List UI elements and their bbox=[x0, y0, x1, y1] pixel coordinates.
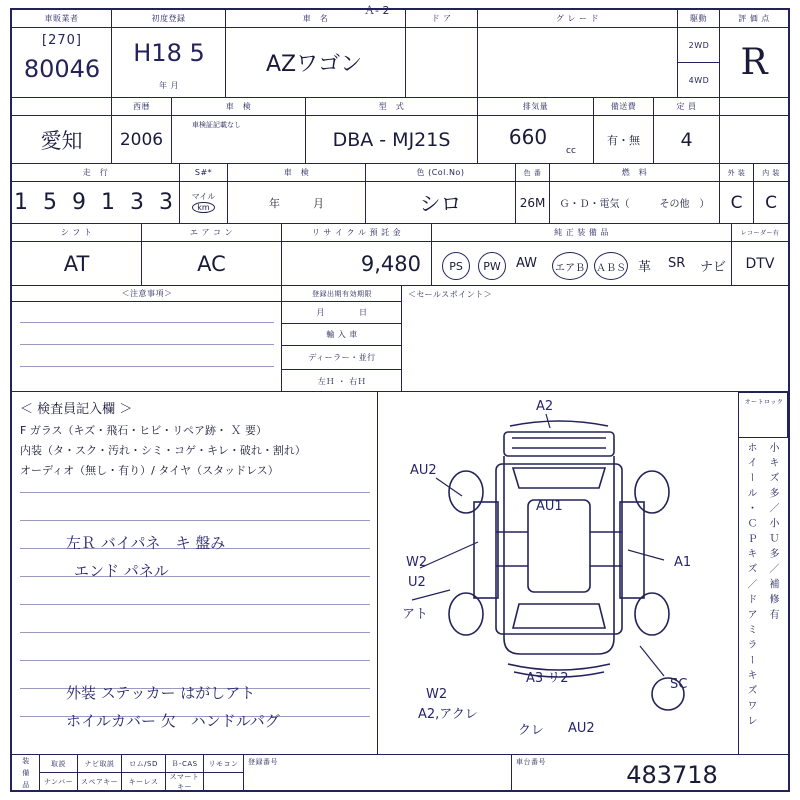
footer-item-toriatsu: 取説 bbox=[40, 755, 78, 773]
equipment-cell bbox=[432, 242, 732, 286]
equip-leather[interactable]: 革 bbox=[638, 260, 652, 275]
shaken-cell bbox=[228, 182, 366, 224]
interior-cell bbox=[754, 182, 788, 224]
footer-blank bbox=[204, 773, 244, 791]
shift-cell bbox=[12, 242, 142, 286]
first-reg-sub: 年 月 bbox=[158, 80, 180, 90]
aircon-value: AC bbox=[197, 251, 226, 276]
mark-kure: クレ bbox=[518, 723, 545, 738]
equip-abs[interactable]: ＡＢＳ bbox=[594, 252, 628, 280]
footer-vertical-label bbox=[12, 755, 40, 791]
inspection-cell bbox=[172, 116, 306, 164]
recycle-cell bbox=[282, 242, 432, 286]
row3-labels bbox=[12, 164, 788, 182]
footer-label-1: 装 bbox=[22, 757, 30, 765]
transfer-sub: 有・無 bbox=[607, 133, 640, 147]
capacity-cell bbox=[654, 116, 720, 164]
equip-ps[interactable]: PS bbox=[442, 252, 470, 280]
recorder-value: DTV bbox=[745, 255, 775, 272]
equip-pw[interactable]: PW bbox=[478, 252, 506, 280]
color-code-cell bbox=[516, 182, 550, 224]
drive-4wd: 4WD bbox=[688, 76, 710, 85]
car-name-cell bbox=[226, 28, 406, 98]
inspector-area bbox=[12, 392, 378, 754]
sales-point-area bbox=[402, 286, 788, 392]
first-reg-label: 初度登録 bbox=[112, 10, 226, 28]
model-label: 型 式 bbox=[306, 98, 478, 116]
fuel-options: Ｇ・Ｄ・電気（ その他 ） bbox=[559, 199, 710, 210]
rating-blank bbox=[720, 98, 788, 116]
color-value: シロ bbox=[419, 191, 462, 216]
grade-label: グ レ ー ド bbox=[478, 10, 678, 28]
displacement-label: 排気量 bbox=[478, 98, 594, 116]
chassis-cell bbox=[512, 755, 788, 791]
fuel-cell bbox=[550, 182, 720, 224]
mileage-unit-label: S#* bbox=[180, 164, 228, 182]
row4-labels bbox=[12, 224, 788, 242]
interior-label: 内 装 bbox=[754, 164, 788, 182]
registration-sub: 月 日 bbox=[282, 302, 402, 324]
dealer-code: [270] bbox=[42, 32, 82, 48]
mark-w2: W2 bbox=[406, 555, 428, 570]
shaken-sub: 年 月 bbox=[269, 196, 324, 210]
footer-item-smart-key: スマートキー bbox=[166, 773, 204, 791]
row2-values bbox=[12, 116, 788, 164]
rating-blank2 bbox=[720, 116, 788, 164]
hand-note-3: 外装 ステッカー はがしアト bbox=[66, 684, 256, 702]
exterior-value: C bbox=[730, 192, 743, 213]
recycle-value: 9,480 bbox=[360, 252, 421, 276]
year-value: 2006 bbox=[119, 129, 164, 150]
recycle-label: リ サ イ ク ル 預 託 金 bbox=[282, 224, 432, 242]
recorder-label: レコーダー有 bbox=[732, 224, 788, 242]
displacement-value: 660 bbox=[508, 125, 548, 149]
mark-a2akure: A2,アクレ bbox=[418, 707, 478, 722]
transfer-label: 備送費 bbox=[594, 98, 654, 116]
reg-number-label: 登録番号 bbox=[248, 758, 278, 766]
car-name-label: 車 名 bbox=[226, 10, 406, 28]
color-label: 色 (Col.No) bbox=[366, 164, 516, 182]
chassis-value: 483718 bbox=[626, 761, 718, 789]
shift-value: AT bbox=[63, 251, 90, 276]
color-code-value: 26M bbox=[519, 195, 546, 210]
footer-item-spare-key: スペアキー bbox=[78, 773, 122, 791]
equip-aw[interactable]: AW bbox=[516, 256, 538, 271]
top-right-code: Ａ- 2 bbox=[364, 4, 390, 17]
car-name-value: AZワゴン bbox=[266, 52, 363, 77]
autolock-label: オートロック bbox=[744, 398, 784, 406]
mileage-label: 走 行 bbox=[12, 164, 180, 182]
transfer-cell bbox=[594, 116, 654, 164]
rating-cell bbox=[720, 28, 788, 98]
auction-sheet bbox=[10, 4, 790, 792]
inspector-rule-5 bbox=[20, 604, 370, 605]
inspection-label: 車 検 bbox=[172, 98, 306, 116]
footer-item-remocon: リモコン bbox=[204, 755, 244, 773]
mark-ato: アト bbox=[402, 607, 429, 622]
header-strip bbox=[12, 10, 788, 28]
year-label: 西暦 bbox=[112, 98, 172, 116]
footer-item-bcas: Ｂ-CAS bbox=[166, 755, 204, 773]
chassis-label: 車台番号 bbox=[516, 758, 546, 766]
lot-number: 80046 bbox=[23, 55, 101, 83]
capacity-value: 4 bbox=[680, 128, 693, 151]
aircon-label: エ ア コ ン bbox=[142, 224, 282, 242]
equipment-label: 純 正 装 備 品 bbox=[432, 224, 732, 242]
area-cell bbox=[12, 116, 112, 164]
drive-cell bbox=[678, 28, 720, 98]
footer-item-number: ナンバー bbox=[40, 773, 78, 791]
right-rail bbox=[738, 438, 788, 754]
mark-au2b: AU2 bbox=[568, 721, 595, 736]
inspector-rule-7 bbox=[20, 660, 370, 661]
mark-a2: A2 bbox=[536, 399, 554, 414]
displacement-cell bbox=[478, 116, 594, 164]
mileage-unit-cell: マイル km bbox=[180, 182, 228, 224]
notes-block bbox=[12, 286, 788, 392]
caution-rule-3 bbox=[20, 366, 274, 367]
footer-item-keyless: キーレス bbox=[122, 773, 166, 791]
drive-label: 駆動 bbox=[678, 10, 720, 28]
mark-au1: AU1 bbox=[536, 499, 563, 514]
mark-w2b: W2 bbox=[426, 687, 448, 702]
mark-a3u2: A3 リ2 bbox=[526, 671, 569, 686]
autolock-box bbox=[738, 392, 788, 438]
mark-u2: U2 bbox=[408, 575, 426, 590]
equip-airbag[interactable]: エアＢ bbox=[552, 252, 588, 280]
reg-number-cell bbox=[244, 755, 512, 791]
inspector-rule-2 bbox=[20, 520, 370, 521]
footer-item-navi-torisetsu: ナビ取説 bbox=[78, 755, 122, 773]
caution-rule-2 bbox=[20, 344, 274, 345]
vehicle-diagram-area bbox=[378, 392, 738, 754]
first-reg-cell bbox=[112, 28, 226, 98]
exterior-label: 外 装 bbox=[720, 164, 754, 182]
inspector-title: ＜ 検査員記入欄 ＞ bbox=[20, 402, 133, 417]
vehicle-diagram-svg bbox=[378, 392, 738, 754]
row4-values bbox=[12, 242, 788, 286]
inspector-line-2: 内装（タ・スク・汚れ・シミ・コゲ・キレ・破れ・割れ） bbox=[20, 444, 306, 457]
inspector-rule-6 bbox=[20, 632, 370, 633]
footer bbox=[12, 754, 788, 790]
right-rail-text: ホ イ ー ル ・ Ｃ Ｐ キ ズ ／ ド ア ミ ラ ー キ ズ ワ レ bbox=[745, 442, 756, 727]
equip-navi[interactable]: ナビ bbox=[700, 260, 727, 275]
equip-sr[interactable]: SR bbox=[668, 256, 686, 271]
registration-area bbox=[282, 286, 402, 392]
row3-values bbox=[12, 182, 788, 224]
hand-note-2: エンド パネル bbox=[74, 562, 169, 580]
row1-values bbox=[12, 28, 788, 98]
inspector-rule-1 bbox=[20, 492, 370, 493]
footer-item-rom-sd: ロム/SD bbox=[122, 755, 166, 773]
sales-point-label: ＜セールスポイント＞ bbox=[408, 290, 493, 299]
footer-label-2: 備 bbox=[22, 769, 30, 777]
area-value: 愛知 bbox=[40, 128, 83, 153]
displacement-unit: cc bbox=[566, 146, 576, 156]
right-rail-text2: 小 キ ズ 多 ／ 小 Ｕ 多 ／ 補 修 有 bbox=[767, 442, 778, 620]
dealer-cell bbox=[12, 28, 112, 98]
mark-a1: A1 bbox=[674, 555, 692, 570]
first-reg-value: H18 5 bbox=[133, 39, 205, 67]
recorder-cell bbox=[732, 242, 788, 286]
dealer-parallel-label: ディーラー・並行 bbox=[282, 346, 402, 370]
color-cell bbox=[366, 182, 516, 224]
dealer-label: 車販業者 bbox=[12, 10, 112, 28]
model-cell bbox=[306, 116, 478, 164]
rating-value: R bbox=[740, 42, 768, 83]
capacity-label: 定 員 bbox=[654, 98, 720, 116]
caution-label: ＜注意事項＞ bbox=[12, 286, 282, 302]
shaken-label: 車 検 bbox=[228, 164, 366, 182]
exterior-cell bbox=[720, 182, 754, 224]
grade-cell bbox=[478, 28, 678, 98]
interior-value: C bbox=[765, 192, 777, 213]
hand-label: 左Ｈ ・ 右Ｈ bbox=[317, 376, 367, 386]
drive-2wd: 2WD bbox=[678, 28, 720, 63]
mark-au2-left: AU2 bbox=[410, 463, 437, 478]
footer-label-3: 品 bbox=[22, 781, 30, 789]
mark-sc: SC bbox=[670, 677, 688, 692]
mileage-cell bbox=[12, 182, 180, 224]
shift-label: シ フ ト bbox=[12, 224, 142, 242]
caution-rule-1 bbox=[20, 322, 274, 323]
caution-area bbox=[12, 286, 282, 392]
area-label-cell bbox=[12, 98, 112, 116]
color-code-label: 色 番 bbox=[516, 164, 550, 182]
inspection-sub: 車検証記載なし bbox=[192, 121, 241, 129]
hand-note-4: ホイルカバー 欠 ハンドルパグ bbox=[66, 712, 280, 730]
import-label: 輸 入 車 bbox=[282, 324, 402, 346]
registration-label: 登録出期有効期限 bbox=[282, 286, 402, 302]
door-label: ド ア bbox=[406, 10, 478, 28]
model-value: DBA - MJ21S bbox=[332, 128, 451, 151]
door-cell bbox=[406, 28, 478, 98]
inspector-line-3: オーディオ（無し・有り）/ タイヤ（スタッドレス） bbox=[20, 464, 279, 477]
year-cell bbox=[112, 116, 172, 164]
mileage-value: 1 5 9 1 3 3 bbox=[14, 190, 177, 215]
rating-label: 評 価 点 bbox=[720, 10, 788, 28]
row2-labels bbox=[12, 98, 788, 116]
fuel-label: 燃 料 bbox=[550, 164, 720, 182]
inspector-line-1: F ガラス（キズ・飛石・ヒビ・リペア跡・ Ｘ 要） bbox=[20, 424, 268, 437]
hand-note-1: 左Ｒ バイパネ キ 盤み bbox=[66, 534, 226, 552]
aircon-cell bbox=[142, 242, 282, 286]
